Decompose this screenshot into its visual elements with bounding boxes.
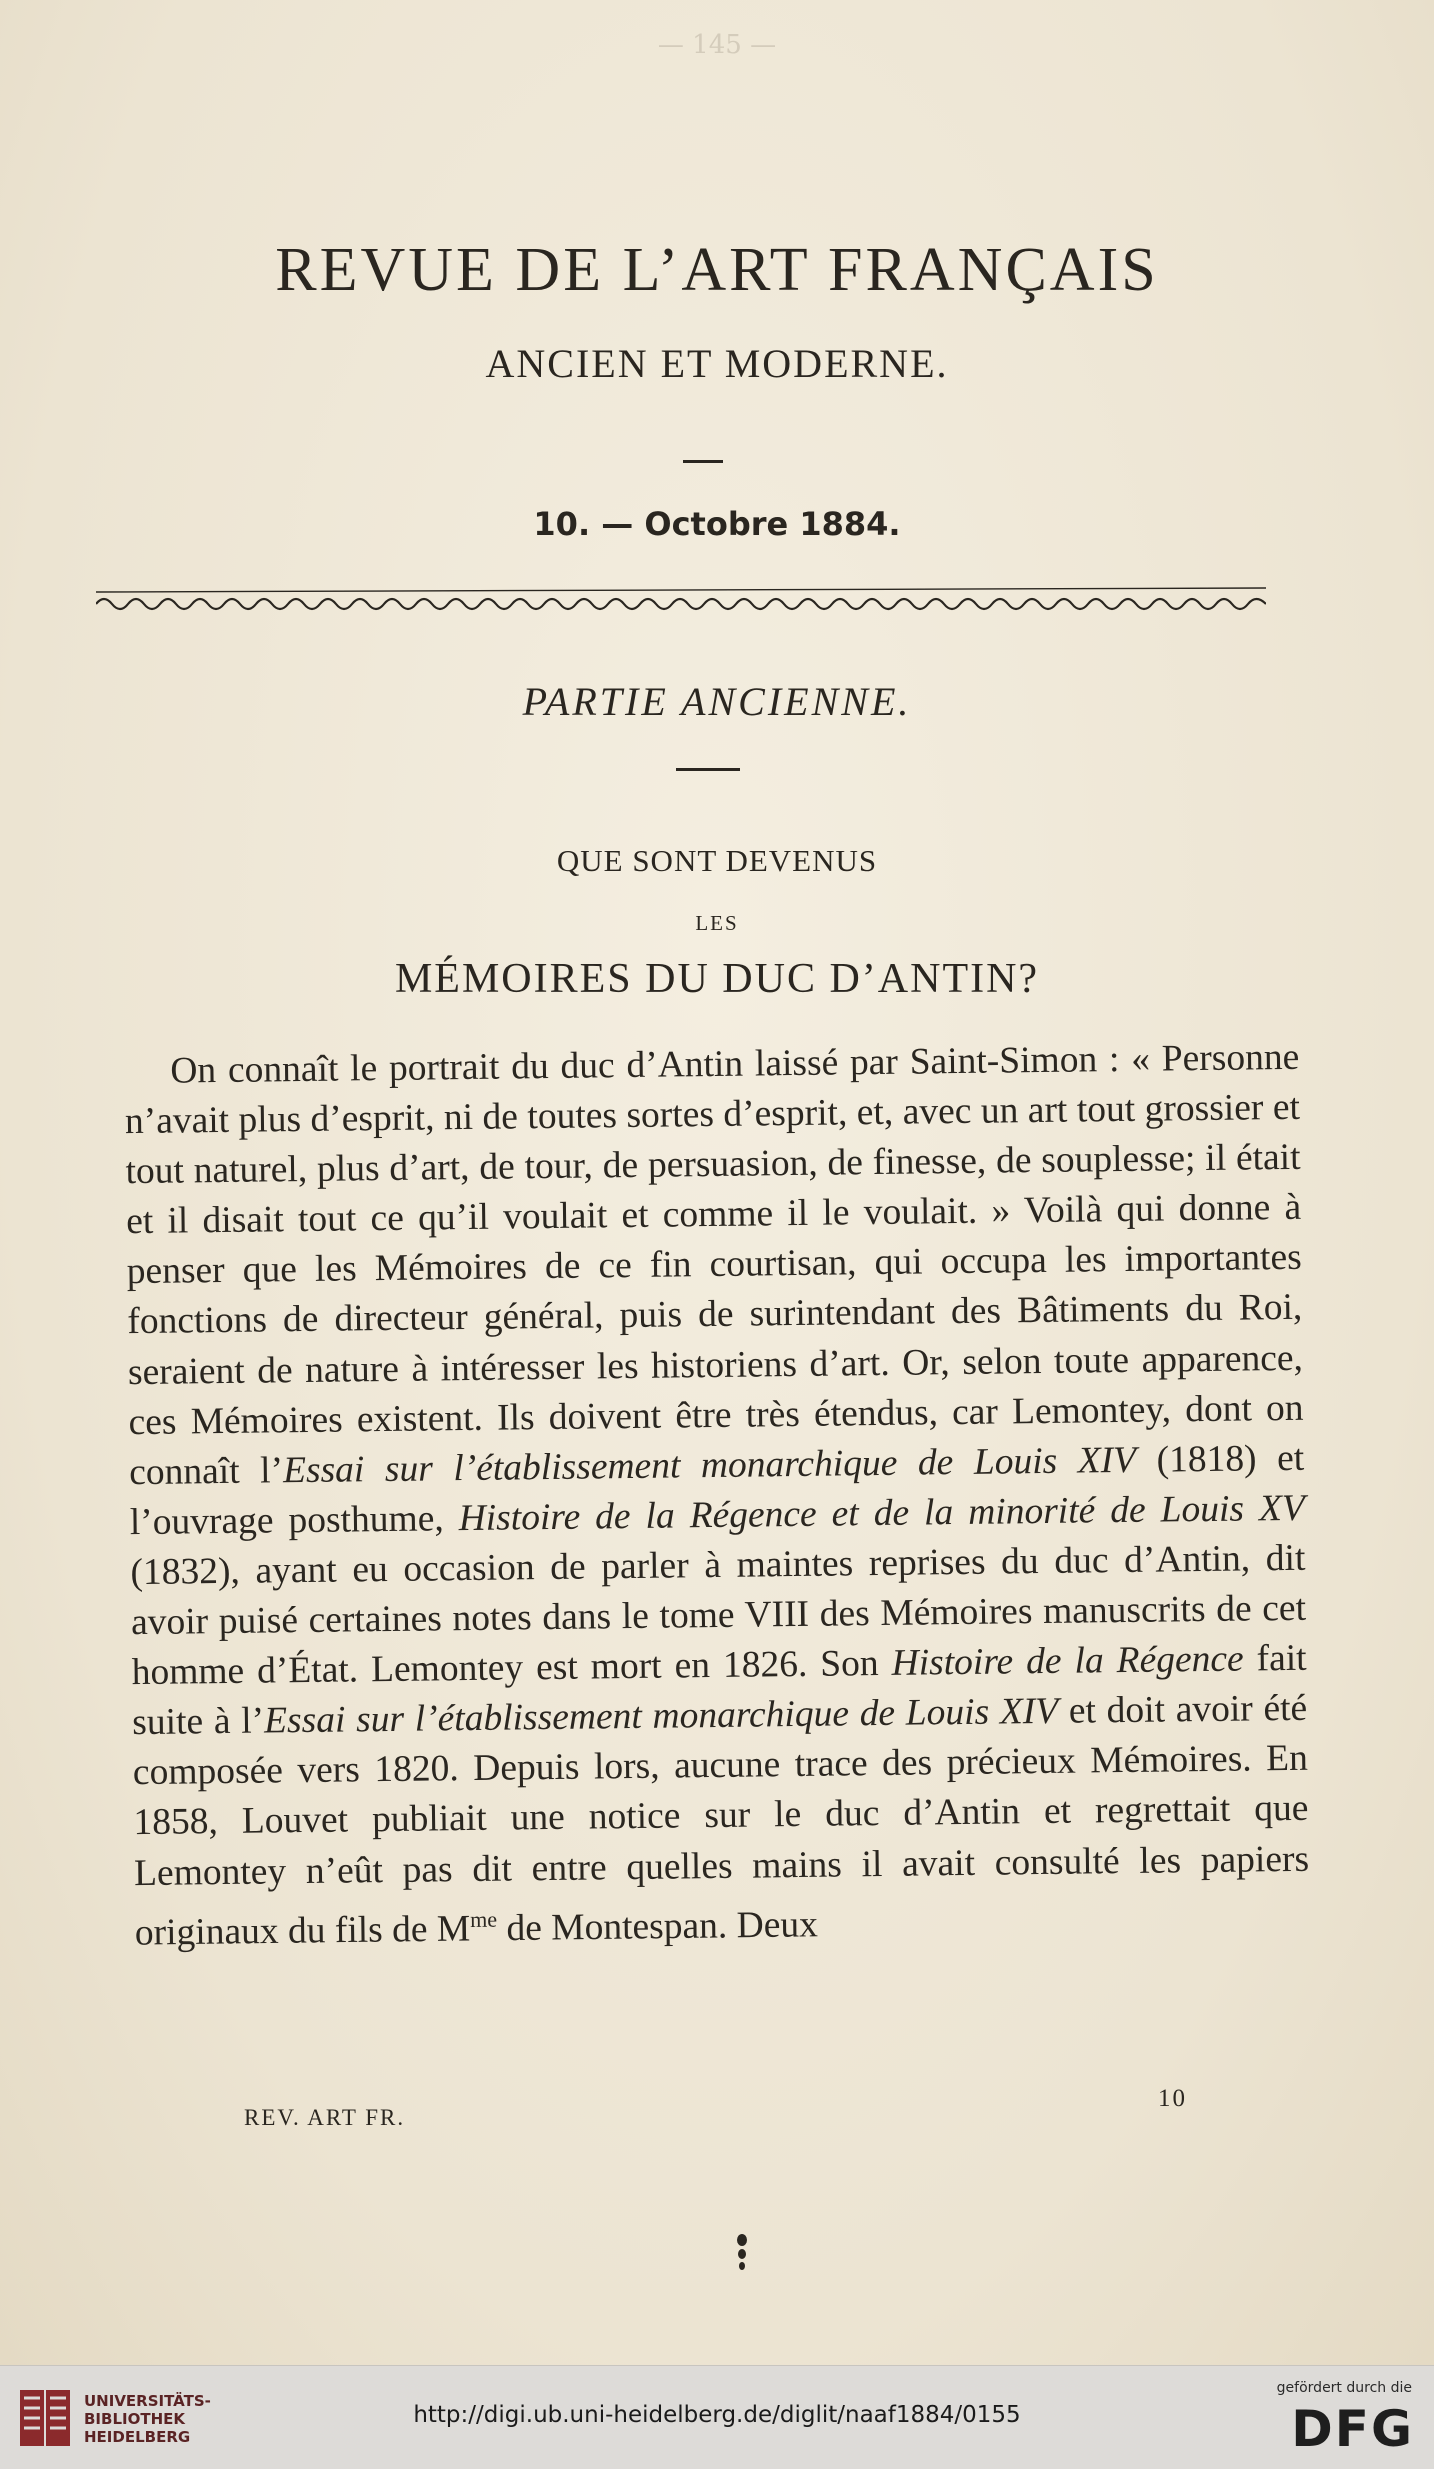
section-heading: PARTIE ANCIENNE.	[522, 679, 912, 724]
article-heading-line2: LES	[695, 911, 739, 935]
article-paragraph	[124, 1033, 1310, 1958]
book-title: Histoire de la Régence et de la minorité de Louis XV	[458, 1487, 1306, 1539]
book-title: Histoire de la Régence	[891, 1638, 1244, 1684]
dfg-logo: DFG	[1291, 2400, 1414, 2458]
text-run: On connaît le portrait du duc d’Antin laissé par Saint-Simon : « Personne n’avait plus d’esprit, ni de toutes sortes d’esprit, et, avec un art tout grossier et tout naturel, plus d’art, de tour, de persuasion, de finesse, de souplesse; il était et il disait tout ce qu’il voulait et comme il le voulait. » Voilà qui donne à penser que les Mémoires de ce fin courtisan, qui occupa les importantes fonctions de directeur général, puis de surintendant des Bâtiments du Roi, seraient de nature à intéresser les historiens d’art. Or, selon toute apparence, ces Mémoires existent. Ils doivent être très étendus, car Lemontey, dont on connaît l’	[124, 1036, 1304, 1493]
text-run: de Montespan. Deux	[496, 1903, 819, 1949]
journal-title: REVUE DE L’ART FRANÇAIS	[275, 236, 1159, 304]
book-title: Essai sur l’établissement monarchique de Louis XIV	[282, 1439, 1137, 1492]
ink-ornament-icon	[734, 2232, 750, 2272]
issue-line: 10. — Octobre 1884.	[533, 505, 901, 543]
institution-line: UNIVERSITÄTS-	[84, 2392, 211, 2410]
faded-page-number: — 145 —	[657, 30, 777, 60]
institution-line: BIBLIOTHEK	[84, 2410, 185, 2428]
wavy-divider	[96, 582, 1266, 626]
signature-mark: REV. ART FR.	[244, 2105, 406, 2130]
text-run: et doit avoir été composée vers 1820. Depuis lors, aucune trace des précieux Mémoires. En 1858, Louvet publiait une notice sur le duc d’Antin et regrettait que Lemontey n’eût pas dit entre quelles mains il avait consulté les papiers originaux du fils de M	[132, 1687, 1310, 1954]
article-heading-line3: MÉMOIRES DU DUC D’ANTIN?	[394, 956, 1040, 1002]
text-run: (1832), ayant eu occasion de parler à maintes reprises du duc d’Antin, dit avoir puisé certaines notes dans le tome VIII des Mémoires manuscrits de cet homme d’État. Lemontey est mort en 1826. Son	[130, 1537, 1307, 1694]
library-footer-bar	[0, 2365, 1434, 2469]
signature-number: 10	[1158, 2085, 1187, 2112]
article-body	[124, 1033, 1310, 1958]
article-heading-line1: QUE SONT DEVENUS	[556, 843, 878, 878]
section-rule	[676, 768, 740, 771]
permalink-url[interactable]: http://digi.ub.uni-heidelberg.de/diglit/naaf1884/0155	[413, 2402, 1021, 2428]
sponsor-caption: gefördert durch die	[1276, 2380, 1412, 2396]
institution-line: HEIDELBERG	[84, 2428, 191, 2446]
journal-subtitle: ANCIEN ET MODERNE.	[485, 341, 949, 386]
text-run: fait suite à l’	[132, 1637, 1307, 1744]
book-title: Essai sur l’établissement monarchique de Louis XIV	[263, 1691, 1059, 1742]
text-run: (1818) et l’ouvrage posthume,	[129, 1437, 1305, 1543]
title-rule	[683, 460, 723, 463]
superscript: me	[469, 1906, 498, 1932]
